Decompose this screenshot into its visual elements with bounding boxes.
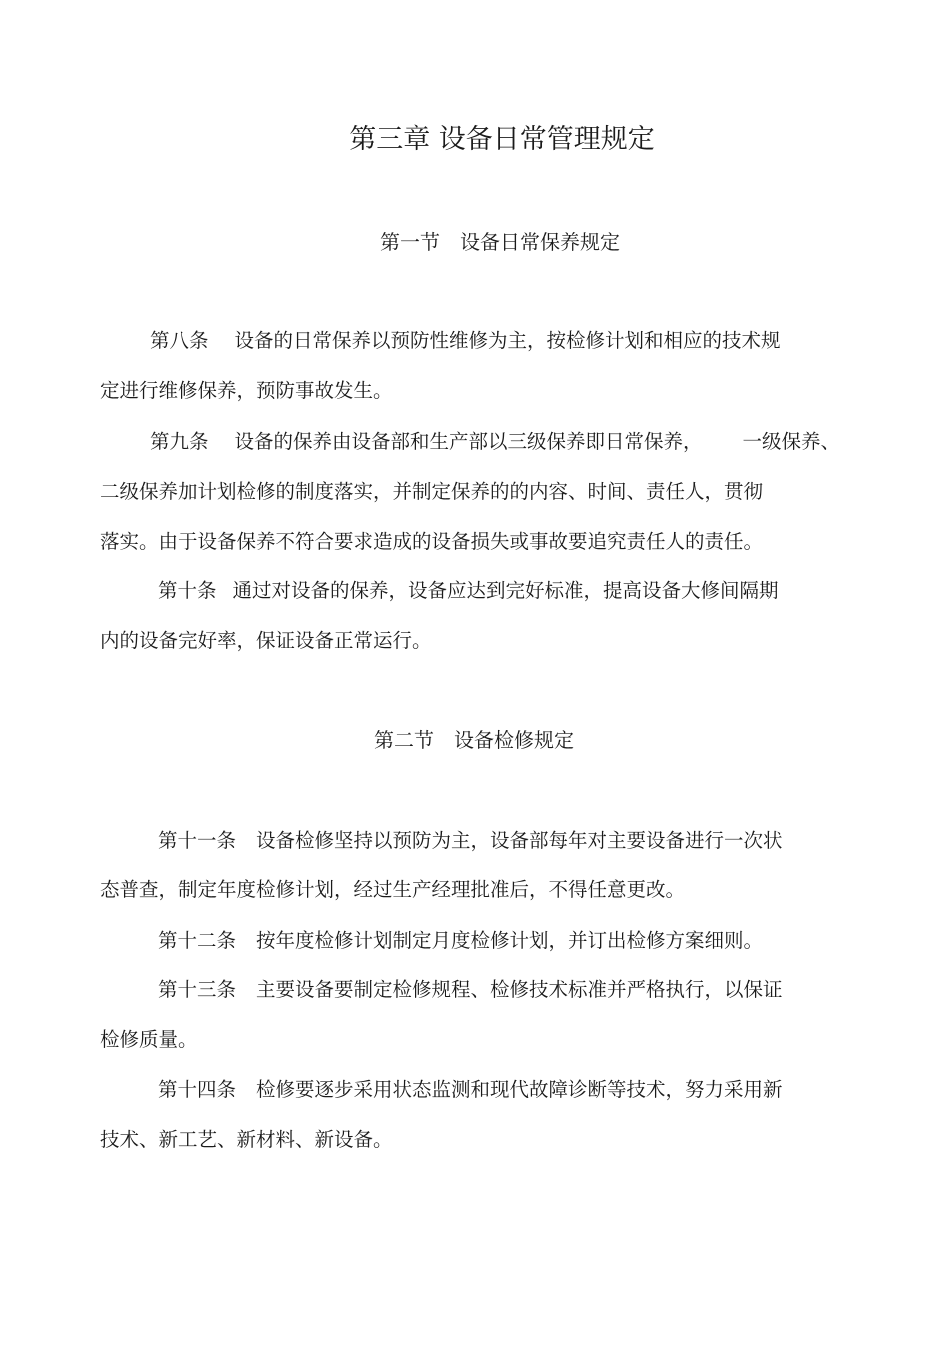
article-13-line-2: 检修质量。: [100, 1028, 198, 1051]
article-8-number: 第八条: [150, 329, 209, 352]
article-9-line-3: 落实。由于设备保养不符合要求造成的设备损失或事故要追究责任人的责任。: [100, 530, 764, 553]
article-10-line-2: 内的设备完好率，保证设备正常运行。: [100, 629, 432, 652]
section-2-label: 第二节: [374, 728, 434, 752]
article-12-line-1: [158, 926, 763, 956]
article-9-number: 第九条: [150, 430, 209, 453]
section-2-name: 设备检修规定: [454, 728, 574, 752]
article-8-text-1: 设备的日常保养以预防性维修为主，按检修计划和相应的技术规: [234, 329, 781, 352]
article-12-number: 第十二条: [158, 929, 237, 952]
article-10-number: 第十条: [158, 579, 217, 602]
article-9-line-1: [150, 427, 840, 457]
article-11-line-2: 态普查，制定年度检修计划，经过生产经理批准后，不得任意更改。: [100, 878, 686, 901]
chapter-title: 第三章 设备日常管理规定: [349, 124, 655, 155]
article-14-number: 第十四条: [158, 1078, 237, 1101]
article-11-number: 第十一条: [158, 829, 237, 852]
article-9-line-2: 二级保养加计划检修的制度落实，并制定保养的的内容、时间、责任人，贯彻: [100, 480, 764, 503]
article-10-text-1: 通过对设备的保养，设备应达到完好标准，提高设备大修间隔期: [232, 579, 779, 602]
section-2-title: [374, 725, 574, 755]
article-10-line-1: [158, 576, 779, 606]
section-1-name: 设备日常保养规定: [460, 230, 620, 254]
article-8-line-2: 定进行维修保养，预防事故发生。: [100, 379, 393, 402]
article-9-text-1a: 设备的保养由设备部和生产部以三级保养即日常保养，: [234, 430, 703, 453]
section-1-title: [380, 227, 620, 257]
article-14-text-1: 检修要逐步采用状态监测和现代故障诊断等技术，努力采用新: [256, 1078, 783, 1101]
article-8-line-1: [150, 326, 781, 356]
article-13-line-1: [158, 975, 783, 1005]
article-13-text-1: 主要设备要制定检修规程、检修技术标准并严格执行，以保证: [256, 978, 783, 1001]
article-9-text-1b: 一级保养、: [742, 430, 841, 453]
article-11-line-1: [158, 826, 783, 856]
article-11-text-1: 设备检修坚持以预防为主，设备部每年对主要设备进行一次状: [256, 829, 783, 852]
article-12-text-1: 按年度检修计划制定月度检修计划，并订出检修方案细则。: [256, 929, 764, 952]
article-14-line-1: [158, 1075, 783, 1105]
article-13-number: 第十三条: [158, 978, 237, 1001]
article-14-line-2: 技术、新工艺、新材料、新设备。: [100, 1128, 393, 1151]
section-1-label: 第一节: [380, 230, 440, 254]
